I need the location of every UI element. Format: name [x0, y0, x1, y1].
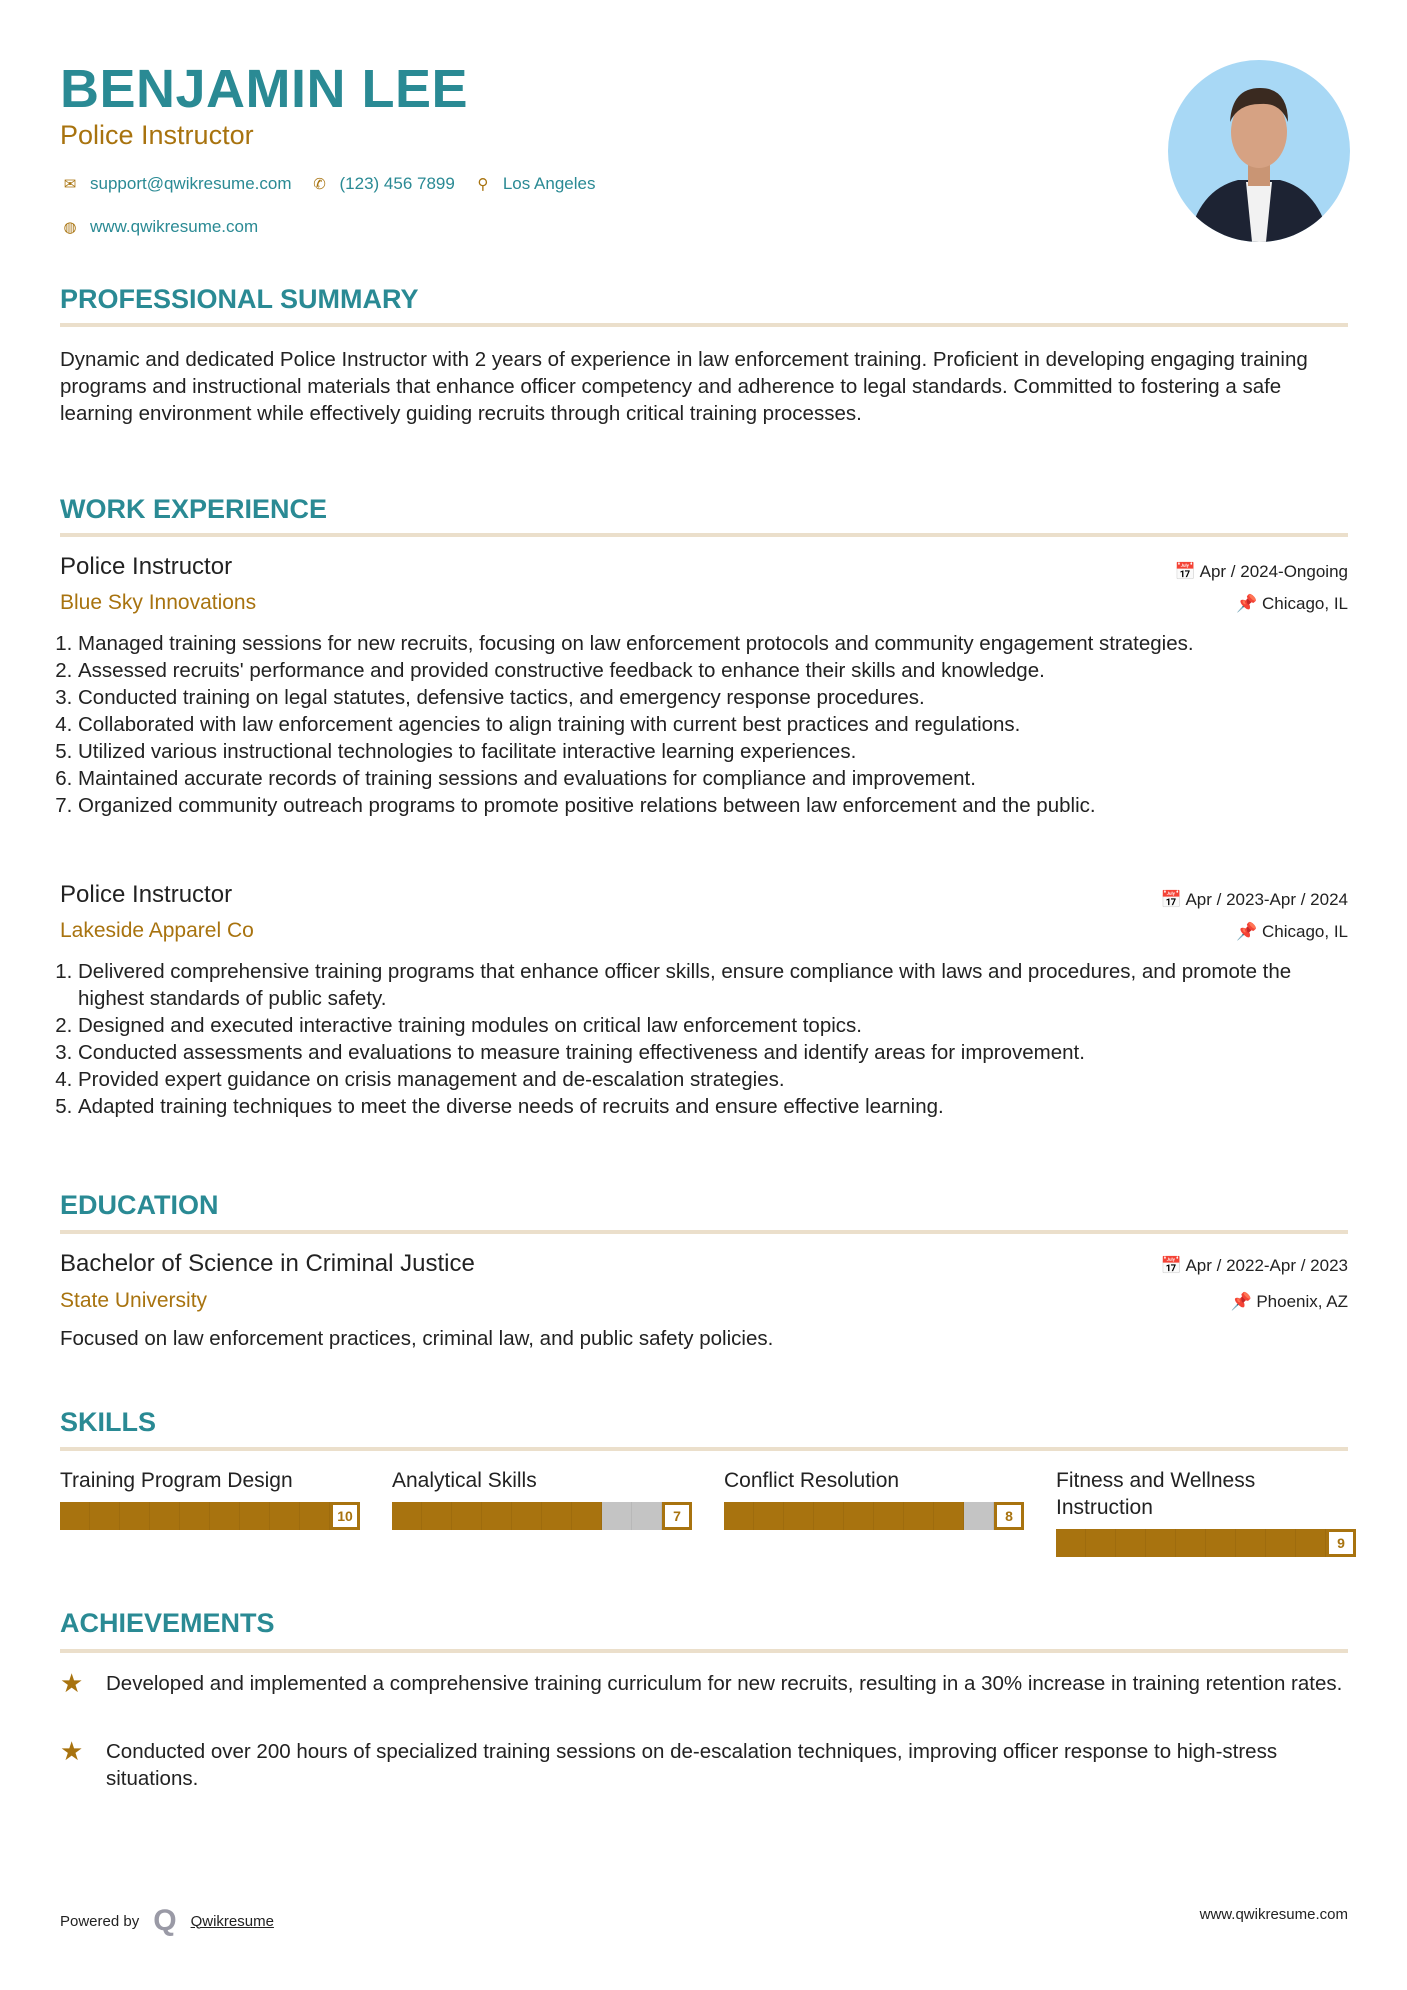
bullet-item: 3. Conducted assessments and evaluations to measure training effectiveness and identify areas for improvement.	[78, 1039, 1348, 1066]
candidate-name: BENJAMIN LEE	[60, 59, 469, 119]
job-date	[1175, 562, 1348, 582]
location-text: Chicago, IL	[1262, 594, 1348, 613]
summary-text: Dynamic and dedicated Police Instructor with 2 years of experience in law enforcement training. Proficient in developing engaging training programs and instructional materials that enhance officer competency and adherence to legal standards. Committed to fostering a safe learning environment while effectively guiding recruits through critical training processes.	[60, 348, 1308, 425]
divider	[60, 533, 1348, 537]
bar-segment	[724, 1502, 754, 1530]
bar-segment	[512, 1502, 542, 1530]
bullet-item: 6. Maintained accurate records of training sessions and evaluations for compliance and improvement.	[78, 765, 1348, 792]
pin-icon: 📌	[1236, 922, 1262, 941]
skill-level-value: 10	[330, 1502, 360, 1530]
bar-segment	[482, 1502, 512, 1530]
bar-segment	[90, 1502, 120, 1530]
calendar-icon: 📅	[1174, 562, 1200, 581]
bullet-item: 4. Provided expert guidance on crisis management and de-escalation strategies.	[78, 1066, 1348, 1093]
edu-date	[1161, 1256, 1349, 1276]
job-location	[1236, 594, 1348, 614]
education-heading: EDUCATION	[60, 1190, 219, 1220]
bar-segment	[1056, 1529, 1086, 1557]
skill-item	[392, 1467, 692, 1530]
job-title: Police Instructor	[60, 553, 233, 580]
summary-heading: PROFESSIONAL SUMMARY	[60, 284, 419, 314]
location-text: Los Angeles	[502, 174, 596, 193]
date-text: Apr / 2023-Apr / 2024	[1185, 890, 1348, 909]
divider	[60, 1649, 1348, 1653]
contact-row	[60, 174, 595, 194]
bar-segment	[1236, 1529, 1266, 1557]
bar-segment	[542, 1502, 572, 1530]
bullet-item: 5. Adapted training techniques to meet the diverse needs of recruits and ensure effective learning.	[78, 1093, 1348, 1120]
powered-by-text: Powered by	[60, 1912, 140, 1930]
bar-segment	[754, 1502, 784, 1530]
skill-level-value: 7	[662, 1502, 692, 1530]
calendar-icon: 📅	[1160, 1256, 1186, 1275]
bar-segment	[814, 1502, 844, 1530]
pin-icon: 📌	[1230, 1292, 1257, 1311]
achievement-text: Conducted over 200 hours of specialized training sessions on de-escalation techniques, improving officer response to high-stress situations.	[106, 1740, 1278, 1790]
divider	[60, 1230, 1348, 1234]
school: State University	[60, 1289, 208, 1312]
edu-description: Focused on law enforcement practices, criminal law, and public safety policies.	[60, 1327, 774, 1350]
location-text: Phoenix, AZ	[1256, 1292, 1348, 1311]
bullet-item: 5. Utilized various instructional technologies to facilitate interactive learning experiences.	[78, 738, 1348, 765]
location-text: Chicago, IL	[1262, 922, 1348, 941]
bar-segment	[1266, 1529, 1296, 1557]
bar-segment	[572, 1502, 602, 1530]
bar-segment	[1086, 1529, 1116, 1557]
work-heading: WORK EXPERIENCE	[60, 494, 328, 524]
bar-segment	[904, 1502, 934, 1530]
achievement-text: Developed and implemented a comprehensive training curriculum for new recruits, resulting in a 30% increase in training retention rates.	[106, 1672, 1343, 1695]
skill-name: Training Program Design	[60, 1469, 293, 1492]
bar-segment	[240, 1502, 270, 1530]
bar-segment	[934, 1502, 964, 1530]
bar-segment	[1296, 1529, 1326, 1557]
bullet-item: 3. Conducted training on legal statutes, defensive tactics, and emergency response procedures.	[78, 684, 1348, 711]
achievements-heading: ACHIEVEMENTS	[60, 1608, 275, 1638]
bar-segment	[120, 1502, 150, 1530]
bar-segment	[452, 1502, 482, 1530]
job-bullets	[60, 958, 1348, 1120]
bar-segment	[632, 1502, 662, 1530]
email-link[interactable]: support@qwikresume.com	[90, 174, 292, 193]
skill-item	[1056, 1467, 1356, 1557]
job-title: Police Instructor	[60, 881, 233, 908]
skill-item	[60, 1467, 360, 1530]
divider	[60, 323, 1348, 327]
candidate-title: Police Instructor	[60, 120, 254, 150]
skill-level-value: 8	[994, 1502, 1024, 1530]
bar-segment	[844, 1502, 874, 1530]
profile-photo	[1168, 60, 1350, 242]
calendar-icon: 📅	[1160, 890, 1186, 909]
bar-segment	[60, 1502, 90, 1530]
globe-icon: ◍	[63, 219, 77, 236]
website-row	[60, 217, 258, 237]
bar-segment	[874, 1502, 904, 1530]
pin-icon: 📌	[1236, 594, 1262, 613]
footer-website[interactable]: www.qwikresume.com	[1199, 1906, 1348, 1923]
star-icon: ★	[60, 1736, 84, 1766]
bullet-item: 7. Organized community outreach programs to promote positive relations between law enforcement and the public.	[78, 792, 1348, 819]
skill-level-value: 9	[1326, 1529, 1356, 1557]
date-text: Apr / 2022-Apr / 2023	[1185, 1256, 1348, 1275]
bar-segment	[602, 1502, 632, 1530]
skill-level-bar	[1056, 1529, 1356, 1557]
bar-segment	[1116, 1529, 1146, 1557]
skill-name: Conflict Resolution	[724, 1469, 900, 1492]
bullet-item: 2. Assessed recruits' performance and provided constructive feedback to enhance their skills and knowledge.	[78, 657, 1348, 684]
bar-segment	[964, 1502, 994, 1530]
bar-segment	[1146, 1529, 1176, 1557]
map-pin-icon: ⚲	[477, 176, 489, 193]
bullet-item: 2. Designed and executed interactive training modules on critical law enforcement topics.	[78, 1012, 1348, 1039]
bar-segment	[300, 1502, 330, 1530]
phone-icon: ✆	[313, 176, 326, 193]
bar-segment	[1176, 1529, 1206, 1557]
bullet-item: 1. Delivered comprehensive training programs that enhance officer skills, ensure compliance with laws and procedures, and promote the highest standards of public safety.	[78, 958, 1348, 1012]
skill-name: Fitness and Wellness Instruction	[1056, 1469, 1256, 1519]
job-company: Lakeside Apparel Co	[60, 919, 254, 942]
edu-location	[1230, 1292, 1348, 1312]
bar-segment	[784, 1502, 814, 1530]
bar-segment	[270, 1502, 300, 1530]
phone-text: (123) 456 7899	[339, 174, 455, 193]
bar-segment	[392, 1502, 422, 1530]
bar-segment	[1206, 1529, 1236, 1557]
achievement-item	[60, 1738, 1348, 1792]
bullet-item: 1. Managed training sessions for new recruits, focusing on law enforcement protocols and community engagement strategies.	[78, 630, 1348, 657]
star-icon: ★	[60, 1668, 84, 1698]
bullet-item: 4. Collaborated with law enforcement agencies to align training with current best practices and regulations.	[78, 711, 1348, 738]
envelope-icon: ✉	[63, 176, 77, 193]
skills-heading: SKILLS	[60, 1407, 157, 1437]
skill-name: Analytical Skills	[392, 1469, 537, 1492]
job-date	[1161, 890, 1349, 910]
date-text: Apr / 2024-Ongoing	[1199, 562, 1348, 581]
achievement-item	[60, 1670, 1348, 1697]
bar-segment	[422, 1502, 452, 1530]
bar-segment	[150, 1502, 180, 1530]
skill-level-bar	[392, 1502, 692, 1530]
job-company: Blue Sky Innovations	[60, 591, 257, 614]
job-location	[1236, 922, 1348, 942]
job-bullets	[60, 630, 1348, 819]
skill-item	[724, 1467, 1024, 1530]
website-link[interactable]: www.qwikresume.com	[90, 217, 259, 236]
skill-level-bar	[724, 1502, 1024, 1530]
degree: Bachelor of Science in Criminal Justice	[60, 1250, 475, 1277]
bar-segment	[180, 1502, 210, 1530]
divider	[60, 1447, 1348, 1451]
qwikresume-logo-icon: Q	[153, 1904, 177, 1937]
brand-link[interactable]: Qwikresume	[190, 1912, 274, 1930]
skill-level-bar	[60, 1502, 360, 1530]
bar-segment	[210, 1502, 240, 1530]
footer-powered	[60, 1904, 274, 1938]
